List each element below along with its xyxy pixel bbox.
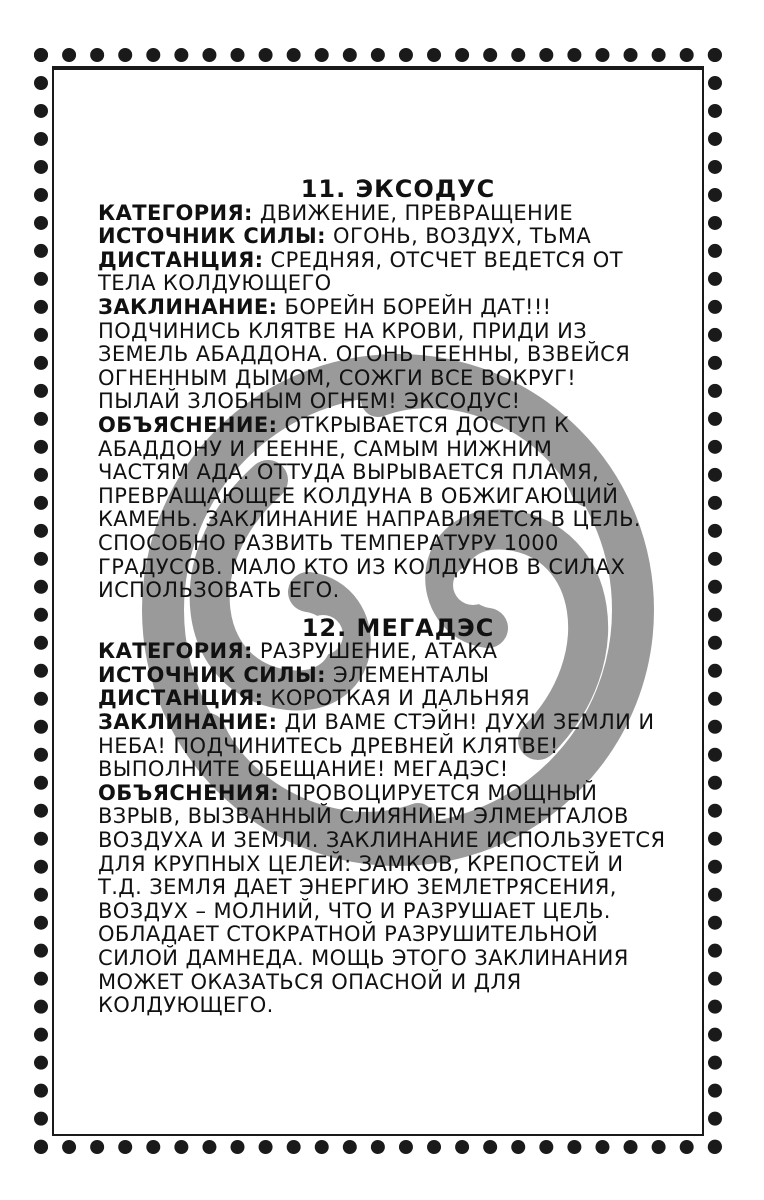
explanation-value: ПРОВОЦИРУЕТСЯ МОЩНЫЙ	[279, 780, 598, 805]
explanation-text: МОЖЕТ ОКАЗАТЬСЯ ОПАСНОЙ И ДЛЯ	[98, 969, 522, 994]
distance-line	[98, 249, 658, 273]
explanation-line	[98, 782, 658, 806]
distance-label: ДИСТАНЦИЯ:	[98, 686, 264, 711]
source-value: ОГОНЬ, ВОЗДУХ, ТЬМА	[325, 224, 592, 249]
incantation-text: ПЫЛАЙ ЗЛОБНЫМ ОГНЕМ! ЭКСОДУС!	[98, 389, 521, 414]
incantation-text: ЗЕМЕЛЬ АБАДДОНА. ОГОНЬ ГЕЕННЫ, ВЗВЕЙСЯ	[98, 342, 631, 367]
explanation-text: ДЛЯ КРУПНЫХ ЦЕЛЕЙ: ЗАМКОВ, КРЕПОСТЕЙ И	[98, 851, 624, 876]
incantation-text: ПОДЧИНИСЬ КЛЯТВЕ НА КРОВИ, ПРИДИ ИЗ	[98, 318, 588, 343]
incantation-text: ВЫПОЛНИТЕ ОБЕЩАНИЕ! МЕГАДЭС!	[98, 757, 509, 782]
incantation-text: ОГНЕННЫМ ДЫМОМ, СОЖГИ ВСЕ ВОКРУГ!	[98, 365, 577, 390]
distance-label: ДИСТАНЦИЯ:	[98, 247, 264, 272]
category-line	[98, 640, 658, 664]
source-value: ЭЛЕМЕНТАЛЫ	[325, 662, 490, 687]
spell-list	[98, 175, 666, 1018]
explanation-text: СИЛОЙ ДАМНЕДА. МОЩЬ ЭТОГО ЗАКЛИНАНИЯ	[98, 946, 629, 970]
explanation-text: АБАДДОНУ И ГЕЕННЕ, САМЫМ НИЖНИМ	[98, 436, 553, 461]
explanation-text: ВЗРЫВ, ВЫЗВАННЫЙ СЛИЯНИЕМ ЭЛМЕНТАЛОВ	[98, 804, 629, 829]
explanation-text: ОБЛАДАЕТ СТОКРАТНОЙ РАЗРУШИТЕЛЬНОЙ	[98, 922, 599, 947]
source-line	[98, 225, 658, 249]
explanation-text: ПРЕВРАЩАЮЩЕЕ КОЛДУНА В ОБЖИГАЮЩИЙ	[98, 483, 619, 508]
category-line	[98, 202, 658, 226]
explanation-text: ВОЗДУХА И ЗЕМЛИ. ЗАКЛИНАНИЕ ИСПОЛЬЗУЕТСЯ	[98, 828, 666, 853]
distance-line	[98, 687, 658, 711]
incantation-value: БОРЕЙН БОРЕЙН ДАТ!!!	[277, 294, 552, 319]
category-label: КАТЕГОРИЯ:	[98, 639, 253, 664]
incantation-label: ЗАКЛИНАНИЕ:	[98, 294, 278, 319]
source-line	[98, 664, 658, 688]
incantation-line	[98, 711, 658, 735]
spell-exodus	[98, 175, 658, 603]
category-label: КАТЕГОРИЯ:	[98, 200, 253, 225]
category-value: ДВИЖЕНИЕ, ПРЕВРАЩЕНИЕ	[252, 200, 574, 225]
spell-heading: 12. МЕГАДЭС	[301, 613, 495, 642]
distance-continued: ТЕЛА КОЛДУЮЩЕГО	[98, 271, 332, 296]
explanation-label: ОБЪЯСНЕНИЕ:	[98, 412, 278, 437]
explanation-text: ЧАСТЯМ АДА. ОТТУДА ВЫРЫВАЕТСЯ ПЛАМЯ,	[98, 460, 600, 485]
explanation-text: ВОЗДУХ – МОЛНИЙ, ЧТО И РАЗРУШАЕТ ЦЕЛЬ.	[98, 898, 611, 923]
incantation-text: НЕБА! ПОДЧИНИТЕСЬ ДРЕВНЕЙ КЛЯТВЕ!	[98, 733, 559, 758]
explanation-text: ИСПОЛЬЗОВАТЬ ЕГО.	[98, 578, 340, 603]
explanation-line	[98, 414, 658, 438]
distance-value: СРЕДНЯЯ, ОТСЧЕТ ВЕДЕТСЯ ОТ	[263, 247, 623, 272]
category-value: РАЗРУШЕНИЕ, АТАКА	[252, 639, 498, 664]
incantation-value: ДИ ВАМЕ СТЭЙН! ДУХИ ЗЕМЛИ И	[277, 710, 655, 735]
explanation-label: ОБЪЯСНЕНИЯ:	[98, 780, 280, 805]
explanation-text: СПОСОБНО РАЗВИТЬ ТЕМПЕРАТУРУ 1000	[98, 530, 559, 555]
spell-megades	[98, 613, 666, 1018]
explanation-text: Т.Д. ЗЕМЛЯ ДАЕТ ЭНЕРГИЮ ЗЕМЛЕТРЯСЕНИЯ,	[98, 875, 617, 900]
explanation-text: КАМЕНЬ. ЗАКЛИНАНИЕ НАПРАВЛЯЕТСЯ В ЦЕЛЬ.	[98, 507, 641, 532]
explanation-value: ОТКРЫВАЕТСЯ ДОСТУП К	[277, 412, 570, 437]
incantation-label: ЗАКЛИНАНИЕ:	[98, 710, 278, 735]
explanation-text: КОЛДУЮЩЕГО.	[98, 993, 274, 1018]
incantation-line	[98, 296, 658, 320]
spell-heading: 11. ЭКСОДУС	[300, 175, 496, 203]
source-label: ИСТОЧНИК СИЛЫ:	[98, 224, 326, 249]
explanation-text: ГРАДУСОВ. МАЛО КТО ИЗ КОЛДУНОВ В СИЛАХ	[98, 554, 626, 579]
distance-value: КОРОТКАЯ И ДАЛЬНЯЯ	[263, 686, 531, 711]
source-label: ИСТОЧНИК СИЛЫ:	[98, 662, 326, 687]
